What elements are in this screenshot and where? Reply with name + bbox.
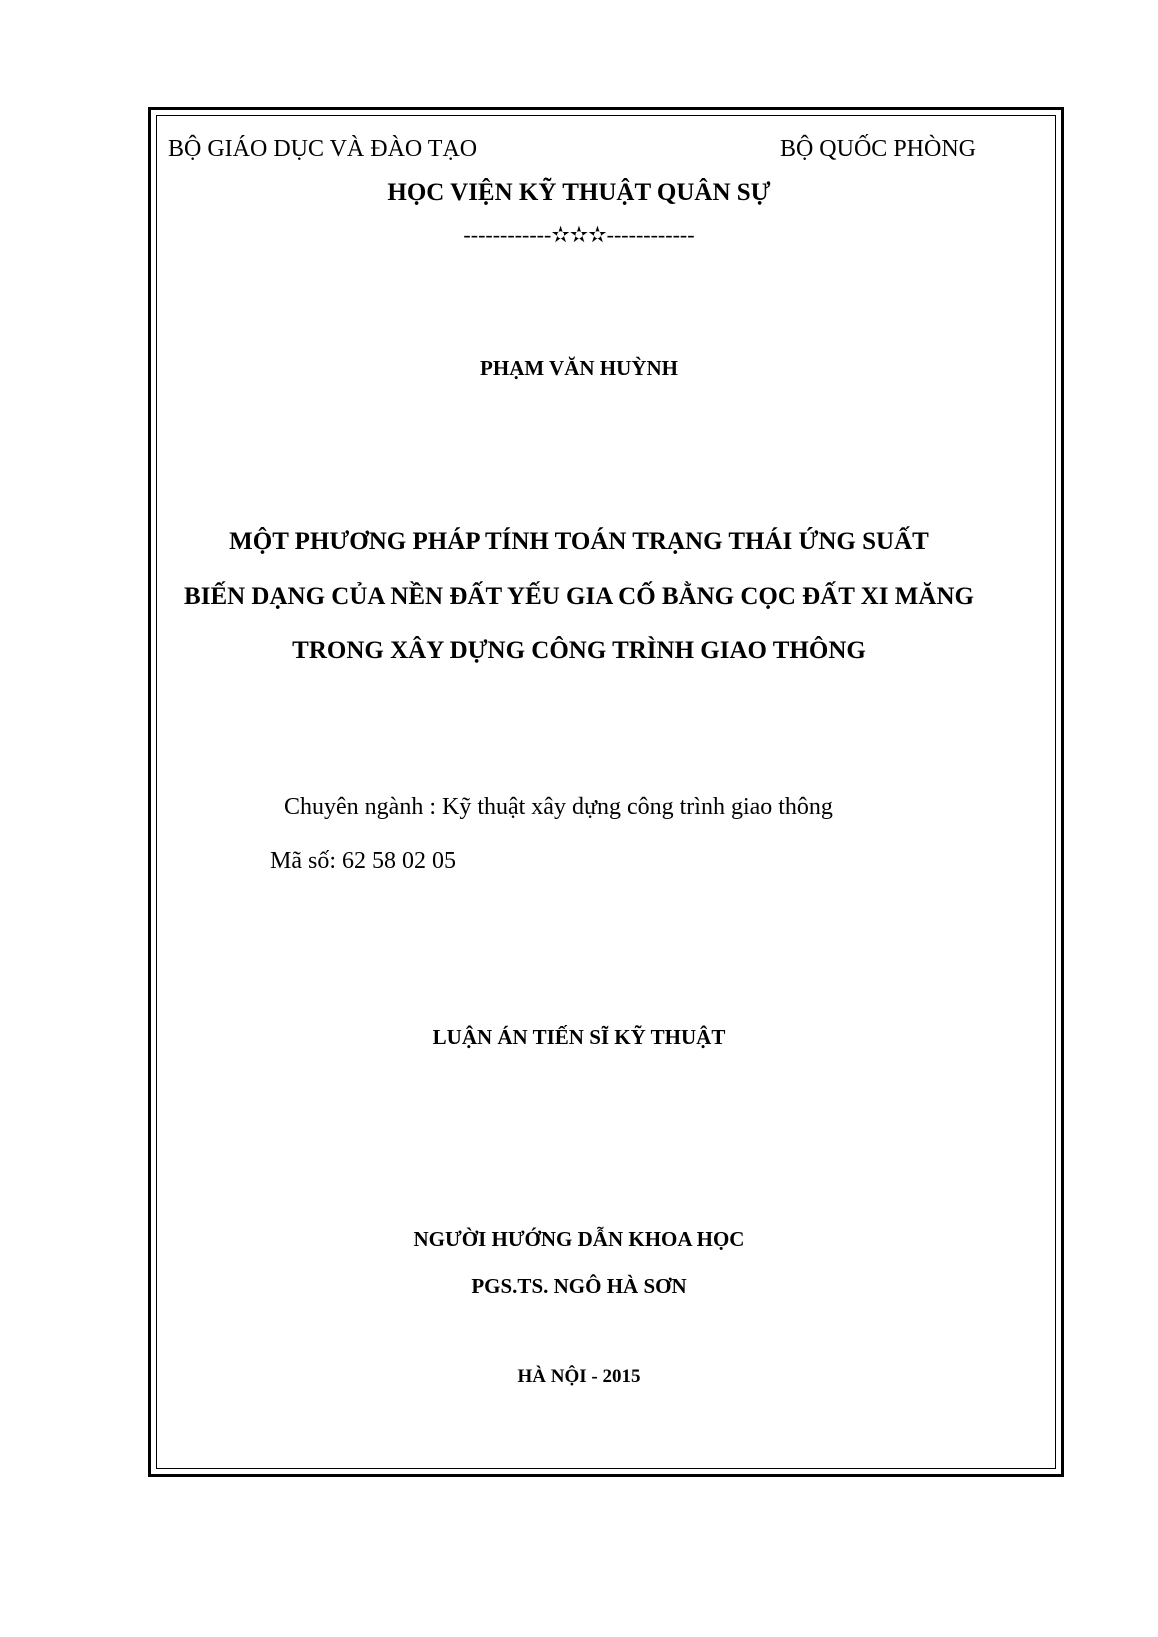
place-year: HÀ NỘI - 2015 [517,1366,641,1387]
supervisor-name: PGS.TS. NGÔ HÀ SƠN [471,1274,687,1298]
degree-label: LUẬN ÁN TIẾN SĨ KỸ THUẬT [432,1025,726,1049]
page-border [148,107,1064,1477]
ministry-defense-label: BỘ QUỐC PHÒNG [779,136,976,162]
page-border-inner [156,115,1056,1469]
author-name: PHẠM VĂN HUỲNH [480,356,678,380]
thesis-title-line-1: MỘT PHƯƠNG PHÁP TÍNH TOÁN TRẠNG THÁI ỨNG SUẤT [229,528,929,555]
specialization-label: Chuyên ngành : Kỹ thuật xây dựng công trình giao thông [284,794,833,820]
thesis-title-line-3: TRONG XÂY DỰNG CÔNG TRÌNH GIAO THÔNG [292,637,866,664]
institution-title: HỌC VIỆN KỸ THUẬT QUÂN SỰ [387,179,771,206]
ministry-education-label: BỘ GIÁO DỤC VÀ ĐÀO TẠO [168,136,478,162]
star-divider: ------------✫✫✫------------ [463,222,695,247]
supervisor-heading: NGƯỜI HƯỚNG DẪN KHOA HỌC [413,1227,745,1251]
thesis-title-line-2: BIẾN DẠNG CỦA NỀN ĐẤT YẾU GIA CỐ BẰNG CỌC ĐẤT XI MĂNG [184,583,974,610]
major-code-label: Mã số: 62 58 02 05 [270,848,456,874]
